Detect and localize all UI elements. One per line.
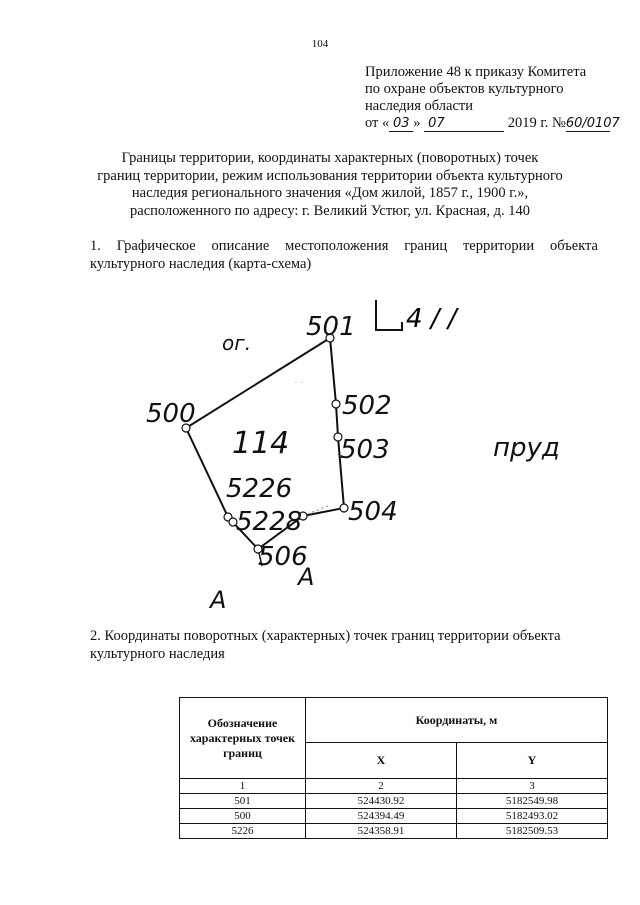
col-num-2: 2 <box>306 779 457 794</box>
document-number: 60/0107 <box>565 116 620 131</box>
cell-point: 500 <box>180 809 306 824</box>
col-num-3: 3 <box>457 779 608 794</box>
map-label-street-a2: А <box>298 563 315 591</box>
appendix-header <box>365 64 640 132</box>
map-label-503: 503 <box>340 435 390 465</box>
header-y: Y <box>457 743 608 779</box>
cell-y: 5182549.98 <box>457 794 608 809</box>
cell-point: 5226 <box>180 824 306 839</box>
map-label-501: 501 <box>306 312 356 342</box>
point-504-marker <box>340 504 348 512</box>
document-title <box>95 150 565 220</box>
header-x: X <box>306 743 457 779</box>
header-coordinates: Координаты, м <box>306 698 608 743</box>
appendix-date-line <box>365 115 640 132</box>
title-line-4: расположенного по адресу: г. Великий Устюг, ул. Красная, д. 140 <box>130 202 530 219</box>
title-line-2: границ территории, режим использования территории объекта культурного <box>97 167 563 184</box>
title-line-3: наследия регионального значения «Дом жилой, 1857 г., 1900 г.», <box>131 185 529 201</box>
appendix-line-3: наследия области <box>365 98 474 114</box>
date-year: 2019 г. № <box>507 115 566 131</box>
section-2-heading: 2. Координаты поворотных (характерных) точек границ территории объекта культурного наследия <box>90 628 561 662</box>
map-label-502: 502 <box>342 391 392 421</box>
map-label-parcel: 114 <box>232 426 290 461</box>
page-number: 104 <box>311 38 329 50</box>
corner-bracket <box>376 300 402 330</box>
map-label-street-a1: А <box>210 586 227 614</box>
date-month: 07 <box>424 117 504 132</box>
cell-x: 524430.92 <box>306 794 457 809</box>
coordinates-table <box>179 697 608 839</box>
table-row <box>180 824 608 839</box>
map-label-500: 500 <box>146 399 196 429</box>
map-label-5226: 5226 <box>226 474 293 504</box>
cell-point: 501 <box>180 794 306 809</box>
cell-x: 524358.91 <box>306 824 457 839</box>
title-line-1: Границы территории, координаты характерных (поворотных) точек <box>121 150 539 166</box>
date-mid: » <box>413 115 421 131</box>
table-row <box>180 794 608 809</box>
point-502-marker <box>332 400 340 408</box>
cell-x: 524394.49 <box>306 809 457 824</box>
corner-label: 4 / / <box>406 304 457 334</box>
faded-label: · · <box>294 378 304 389</box>
cell-y: 5182509.53 <box>457 824 608 839</box>
section-1-heading: 1. Графическое описание местоположения границ территории объекта культурного наследия (карта-схема) <box>90 238 598 272</box>
map-label-5228: 5228 <box>236 507 303 537</box>
map-label-506: 506 <box>258 542 308 572</box>
col-num-1: 1 <box>180 779 306 794</box>
table-row <box>180 809 608 824</box>
cell-y: 5182493.02 <box>457 809 608 824</box>
map-label-og: ог. <box>222 331 252 355</box>
appendix-line-1: Приложение 48 к приказу Комитета <box>365 64 587 80</box>
boundary-map <box>130 290 580 620</box>
header-designation: Обозначение характерных точек границ <box>180 698 306 779</box>
map-label-504: 504 <box>348 497 398 527</box>
map-label-pond: пруд <box>493 433 560 463</box>
date-prefix: от « <box>365 115 390 131</box>
appendix-line-2: по охране объектов культурного <box>365 81 564 97</box>
date-day: 03 <box>389 117 413 132</box>
column-number-row <box>180 779 608 794</box>
